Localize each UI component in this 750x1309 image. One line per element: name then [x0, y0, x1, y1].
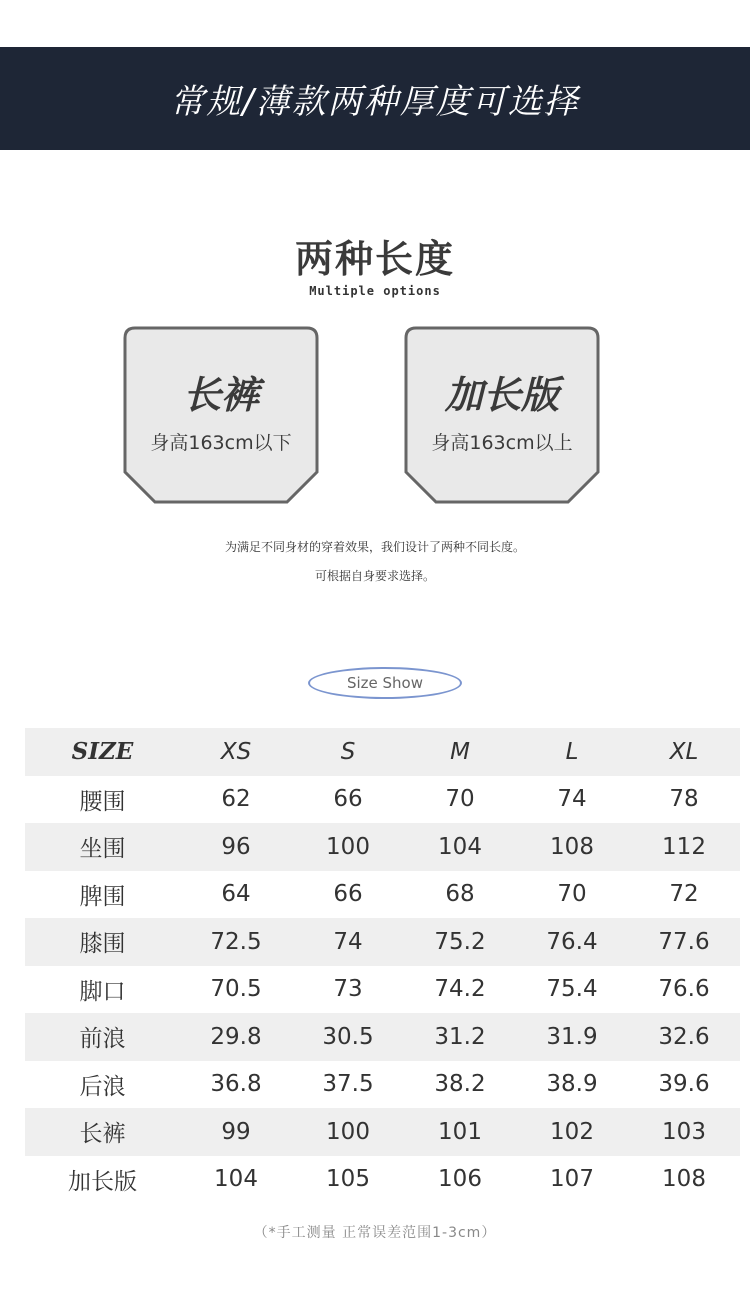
table-cell: 74.2 [404, 966, 516, 1014]
measurement-label: 坐围 [25, 823, 180, 871]
length-card-regular [123, 326, 319, 504]
size-header-label: SIZE [25, 728, 180, 776]
size-column-header: XL [628, 728, 740, 776]
table-row [25, 1108, 740, 1156]
table-cell: 108 [516, 823, 628, 871]
table-cell: 75.2 [404, 918, 516, 966]
table-row [25, 1061, 740, 1109]
table-cell: 29.8 [180, 1013, 292, 1061]
card-height-note: 身高163cm以下 [150, 432, 292, 454]
table-cell: 78 [628, 776, 740, 824]
measurement-label: 腰围 [25, 776, 180, 824]
length-section-subtitle: Multiple options [309, 284, 441, 298]
table-cell: 104 [180, 1156, 292, 1204]
table-cell: 100 [292, 823, 404, 871]
size-show-label: Size Show [308, 667, 462, 699]
table-cell: 38.9 [516, 1061, 628, 1109]
measurement-label: 后浪 [25, 1061, 180, 1109]
table-row [25, 776, 740, 824]
table-row [25, 966, 740, 1014]
table-cell: 77.6 [628, 918, 740, 966]
table-row [25, 823, 740, 871]
measurement-label: 脾围 [25, 871, 180, 919]
table-cell: 70 [516, 871, 628, 919]
table-cell: 64 [180, 871, 292, 919]
table-cell: 102 [516, 1108, 628, 1156]
table-cell: 100 [292, 1108, 404, 1156]
table-cell: 38.2 [404, 1061, 516, 1109]
table-cell: 106 [404, 1156, 516, 1204]
table-row [25, 1013, 740, 1061]
table-cell: 103 [628, 1108, 740, 1156]
table-cell: 31.2 [404, 1013, 516, 1061]
measurement-label: 脚口 [25, 966, 180, 1014]
table-cell: 36.8 [180, 1061, 292, 1109]
table-row [25, 871, 740, 919]
table-cell: 30.5 [292, 1013, 404, 1061]
table-cell: 96 [180, 823, 292, 871]
table-cell: 105 [292, 1156, 404, 1204]
card-title: 加长版 [444, 373, 559, 417]
table-cell: 62 [180, 776, 292, 824]
table-row [25, 918, 740, 966]
table-cell: 74 [292, 918, 404, 966]
table-cell: 107 [516, 1156, 628, 1204]
table-cell: 68 [404, 871, 516, 919]
table-cell: 99 [180, 1108, 292, 1156]
table-cell: 31.9 [516, 1013, 628, 1061]
table-cell: 101 [404, 1108, 516, 1156]
length-card-long [404, 326, 600, 504]
card-height-note: 身高163cm以上 [431, 432, 573, 454]
table-cell: 39.6 [628, 1061, 740, 1109]
table-cell: 76.6 [628, 966, 740, 1014]
table-cell: 112 [628, 823, 740, 871]
table-cell: 66 [292, 776, 404, 824]
size-column-header: XS [180, 728, 292, 776]
table-cell: 70.5 [180, 966, 292, 1014]
banner-title: 常规/薄款两种厚度可选择 [170, 82, 580, 122]
table-cell: 74 [516, 776, 628, 824]
table-cell: 37.5 [292, 1061, 404, 1109]
table-cell: 108 [628, 1156, 740, 1204]
length-description-line1: 为满足不同身材的穿着效果，我们设计了两种不同长度。 [224, 540, 525, 554]
table-cell: 72 [628, 871, 740, 919]
table-cell: 70 [404, 776, 516, 824]
size-column-header: M [404, 728, 516, 776]
measurement-footnote: （*手工测量 正常误差范围1-3cm） [253, 1225, 497, 1241]
table-cell: 66 [292, 871, 404, 919]
measurement-label: 膝围 [25, 918, 180, 966]
measurement-label: 长裤 [25, 1108, 180, 1156]
measurement-label: 前浪 [25, 1013, 180, 1061]
measurement-label: 加长版 [25, 1156, 180, 1204]
table-row [25, 1156, 740, 1204]
table-cell: 76.4 [516, 918, 628, 966]
card-title: 长裤 [182, 373, 259, 417]
size-column-header: L [516, 728, 628, 776]
table-cell: 73 [292, 966, 404, 1014]
table-cell: 72.5 [180, 918, 292, 966]
table-cell: 75.4 [516, 966, 628, 1014]
size-table-header-row [25, 728, 740, 776]
size-column-header: S [292, 728, 404, 776]
table-cell: 104 [404, 823, 516, 871]
top-banner [0, 47, 750, 150]
table-cell: 32.6 [628, 1013, 740, 1061]
size-table [25, 728, 740, 1203]
length-section-title: 两种长度 [294, 237, 455, 281]
length-description-line2: 可根据自身要求选择。 [314, 569, 435, 583]
